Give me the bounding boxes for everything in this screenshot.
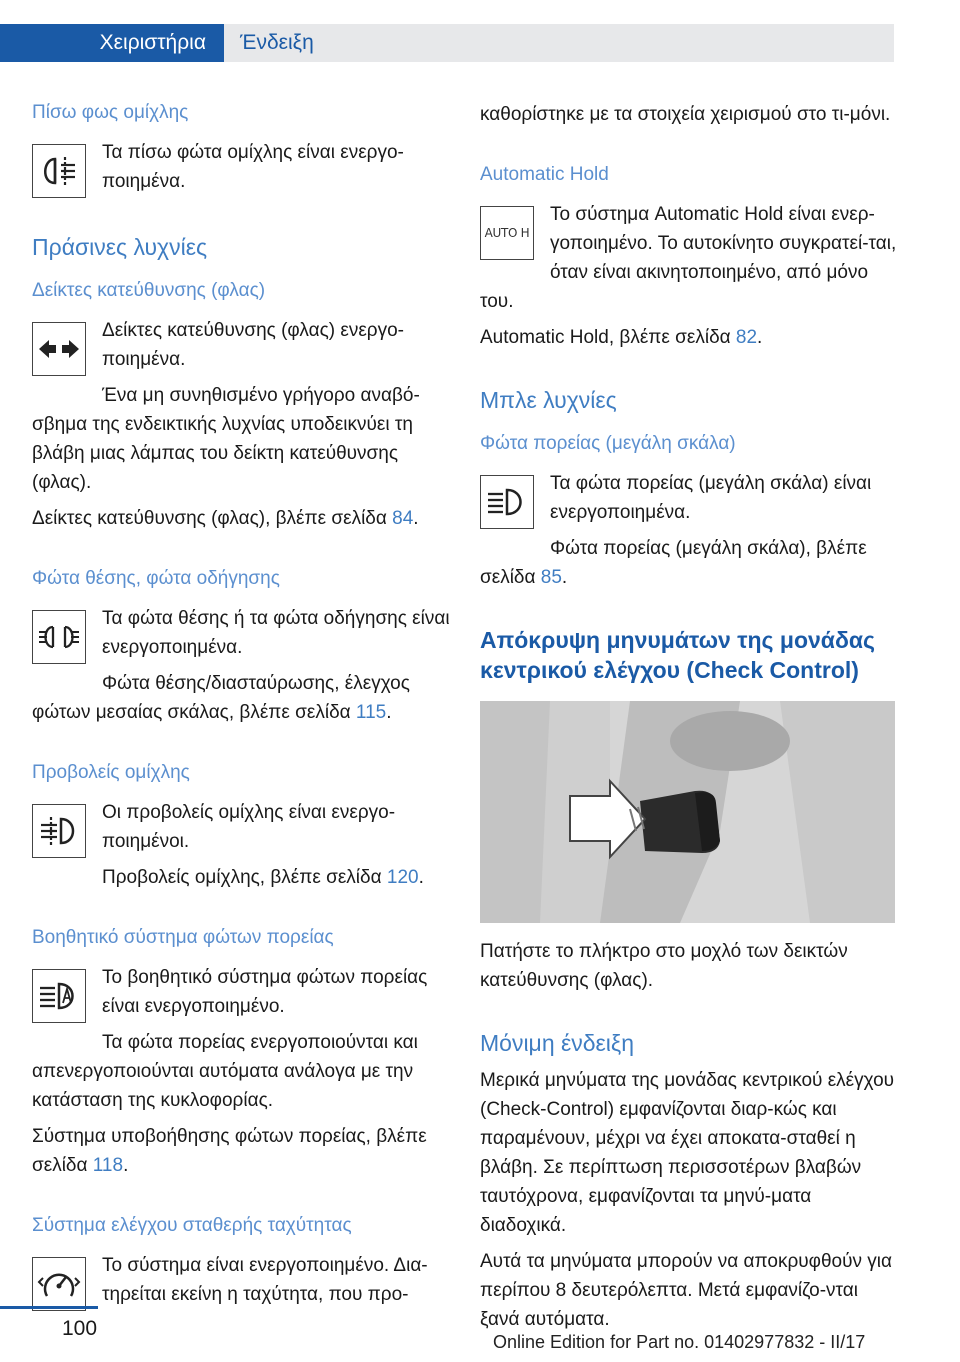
front-fog-ref-text: Προβολείς ομίχλης, βλέπε σελίδα	[102, 867, 387, 888]
parking-lights-section	[32, 566, 452, 734]
front-fog-ref: Προβολείς ομίχλης, βλέπε σελίδα 120.	[102, 867, 424, 888]
parking-lights-icon	[32, 610, 86, 664]
rear-fog-title: Πίσω φως ομίχλης	[32, 102, 189, 123]
high-beam-assist-title: Βοηθητικό σύστημα φώτων πορείας	[32, 927, 334, 948]
high-beam-page-link[interactable]: 85	[540, 567, 562, 588]
cruise-control-continued: καθορίστηκε με τα στοιχεία χειρισμού στο τι-μόνι.	[480, 104, 891, 125]
tab-controls[interactable]: Χειριστήρια	[0, 24, 224, 62]
high-beam-assist-section	[32, 925, 452, 1187]
rear-fog-section	[32, 100, 452, 206]
rear-fog-text: Τα πίσω φώτα ομίχλης είναι ενεργο-ποιημένα.	[102, 142, 404, 192]
cruise-control-text: Το σύστημα είναι ενεργοποιημένο. Δια-τηρείται εκείνη η ταχύτητα, που προ-	[102, 1255, 428, 1305]
cruise-control-title: Σύστημα ελέγχου σταθερής ταχύτητας	[32, 1215, 352, 1236]
rear-fog-light-icon	[32, 144, 86, 198]
parking-lights-text: Τα φώτα θέσης ή τα φώτα οδήγησης είναι ενεργοποιημένα.	[102, 608, 450, 658]
high-beam-assist-ref: Σύστημα υποβοήθησης φώτων πορείας, βλέπε σελίδα 118.	[32, 1126, 427, 1176]
high-beam-ref: Φώτα πορείας (μεγάλη σκάλα), βλέπε σελίδα 85.	[480, 538, 867, 588]
front-fog-page-link[interactable]: 120	[386, 867, 419, 888]
parking-lights-ref: Φώτα θέσης/διασταύρωσης, έλεγχος φώτων μεσαίας σκάλας, βλέπε σελίδα 115.	[32, 673, 410, 723]
high-beam-ref-text: Φώτα πορείας (μεγάλη σκάλα), βλέπε σελίδα	[480, 538, 867, 588]
high-beam-text: Τα φώτα πορείας (μεγάλη σκάλα) είναι ενεργοποιημένα.	[550, 473, 872, 523]
cruise-control-icon	[32, 1257, 86, 1311]
auto-hold-icon	[480, 206, 534, 260]
turn-signal-icon	[32, 322, 86, 376]
front-fog-title: Προβολείς ομίχλης	[32, 762, 190, 783]
turn-signal-text-1: Δείκτες κατεύθυνσης (φλας) ενεργο-ποιημένα.	[102, 320, 404, 370]
turn-signal-ref-text: Δείκτες κατεύθυνσης (φλας), βλέπε σελίδα	[32, 508, 393, 529]
front-fog-light-icon	[32, 804, 86, 858]
turn-signal-section	[32, 278, 452, 540]
high-beam-assist-text-1: Το βοηθητικό σύστημα φώτων πορείας είναι ενεργοποιημένο.	[102, 967, 428, 1017]
high-beam-title: Φώτα πορείας (μεγάλη σκάλα)	[480, 433, 736, 454]
auto-hold-icon-label: AUTO H	[484, 226, 530, 240]
header-bar	[0, 0, 960, 62]
green-lights-title: Πράσινες λυχνίες	[32, 234, 208, 260]
high-beam-assist-text-2: Τα φώτα πορείας ενεργοποιούνται και απενεργοποιούνται αυτόματα ανάλογα με την κατάσταση της κυκλοφορίας.	[32, 1032, 418, 1111]
footer-rule	[0, 1306, 98, 1309]
cruise-control-section	[32, 1213, 452, 1319]
high-beam-icon	[480, 475, 534, 529]
high-beam-assist-ref-text: Σύστημα υποβοήθησης φώτων πορείας, βλέπε σελίδα	[32, 1126, 427, 1176]
automatic-hold-section	[480, 162, 900, 359]
permanent-display-text-1: Μερικά μηνύματα της μονάδας κεντρικού ελέγχου (Check-Control) εμφανίζονται διαρ-κώς και παραμένουν, μέχρι να έχει αποκατα-σταθεί η βλάβη. Σε περίπτωση περισσοτέρων βλαβών ταυτόχρονα, εμφανίζονται τα μηνύ-ματα διαδοχικά.	[480, 1070, 895, 1236]
front-fog-section	[32, 760, 452, 899]
automatic-hold-page-link[interactable]: 82	[735, 327, 758, 348]
page-number: 100	[62, 1317, 98, 1340]
right-column	[480, 100, 900, 1341]
high-beam-section	[480, 431, 900, 599]
automatic-hold-ref-text: Automatic Hold, βλέπε σελίδα	[480, 327, 736, 348]
tab-display[interactable]: Ένδειξη	[224, 24, 894, 62]
parking-lights-ref-text: Φώτα θέσης/διασταύρωσης, έλεγχος φώτων μεσαίας σκάλας, βλέπε σελίδα	[32, 673, 410, 723]
check-control-title: Απόκρυψη μηνυμάτων της μονάδας κεντρικού ελέγχου (Check Control)	[480, 627, 875, 683]
automatic-hold-ref: Automatic Hold, βλέπε σελίδα 82.	[480, 327, 763, 348]
permanent-display-title: Μόνιμη ένδειξη	[480, 1030, 635, 1056]
turn-signal-stalk-photo	[480, 701, 895, 923]
automatic-hold-title: Automatic Hold	[480, 164, 609, 185]
left-column	[32, 100, 452, 1319]
turn-signal-page-link[interactable]: 84	[392, 508, 414, 529]
high-beam-assist-page-link[interactable]: 118	[92, 1155, 124, 1176]
blue-lights-title: Μπλε λυχνίες	[480, 387, 617, 413]
turn-signal-title: Δείκτες κατεύθυνσης (φλας)	[32, 280, 266, 301]
parking-lights-page-link[interactable]: 115	[355, 702, 387, 723]
parking-lights-title: Φώτα θέσης, φώτα οδήγησης	[32, 568, 280, 589]
front-fog-text: Οι προβολείς ομίχλης είναι ενεργο-ποιημένοι.	[102, 802, 396, 852]
edition-note: Online Edition for Part no. 01402977832 - II/17	[493, 1332, 866, 1352]
photo-caption: Πατήστε το πλήκτρο στο μοχλό των δεικτών κατεύθυνσης (φλας).	[480, 941, 848, 991]
automatic-hold-text: Το σύστημα Automatic Hold είναι ενερ-γοποιημένο. Το αυτοκίνητο συγκρατεί-ται, όταν είναι ακινητοποιημένο, από μόνο του.	[480, 204, 897, 312]
turn-signal-ref: Δείκτες κατεύθυνσης (φλας), βλέπε σελίδα 84.	[32, 508, 419, 529]
turn-signal-text-2: Ένα μη συνηθισμένο γρήγορο αναβό-σβημα της ενδεικτικής λυχνίας υποδεικνύει τη βλάβη μιας λάμπας του δείκτη κατεύθυνσης (φλας).	[32, 385, 420, 493]
permanent-display-text-2: Αυτά τα μηνύματα μπορούν να αποκρυφθούν για περίπου 8 δευτερόλεπτα. Μετά εμφανίζο-νται ξανά αυτόματα.	[480, 1251, 892, 1330]
high-beam-assist-icon	[32, 969, 86, 1023]
